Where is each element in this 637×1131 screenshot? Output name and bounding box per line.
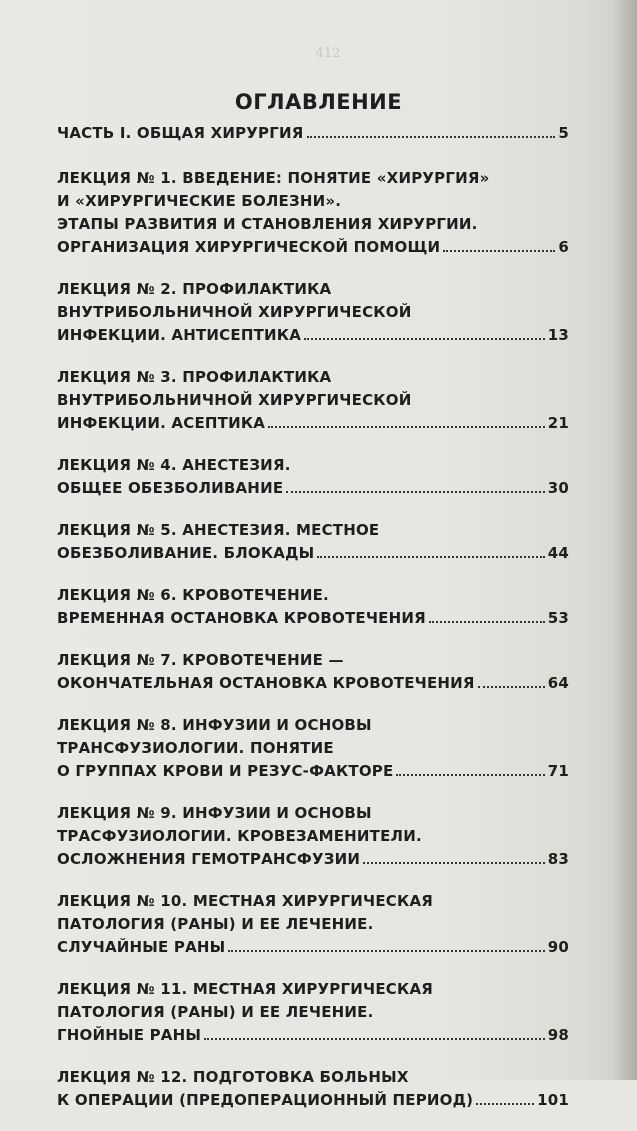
toc-entry-line	[57, 190, 569, 213]
toc-entry-line	[57, 714, 569, 737]
toc-entry-text: ВРЕМЕННАЯ ОСТАНОВКА КРОВОТЕЧЕНИЯ	[57, 609, 426, 627]
dot-leader	[304, 338, 545, 340]
toc-entry-text: ЛЕКЦИЯ № 5. АНЕСТЕЗИЯ. МЕСТНОЕ	[57, 521, 380, 539]
toc-entry-text: ОРГАНИЗАЦИЯ ХИРУРГИЧЕСКОЙ ПОМОЩИ	[57, 238, 441, 256]
toc-entry-text: ВНУТРИБОЛЬНИЧНОЙ ХИРУРГИЧЕСКОЙ	[57, 303, 412, 321]
toc-entry[interactable]	[57, 366, 569, 435]
dot-leader	[429, 621, 545, 623]
toc-entry-line	[57, 672, 569, 695]
toc-entry[interactable]	[57, 519, 569, 565]
toc-entry[interactable]	[57, 278, 569, 347]
toc-entry-text: ГНОЙНЫЕ РАНЫ	[57, 1026, 202, 1044]
toc-entry-text: ЛЕКЦИЯ № 6. КРОВОТЕЧЕНИЕ.	[57, 586, 329, 604]
toc-entry-text: ЛЕКЦИЯ № 12. ПОДГОТОВКА БОЛЬНЫХ	[57, 1068, 409, 1086]
toc-entry-text: ВНУТРИБОЛЬНИЧНОЙ ХИРУРГИЧЕСКОЙ	[57, 391, 412, 409]
toc-entry-line	[57, 389, 569, 412]
toc-entry-line	[57, 454, 569, 477]
toc-entry[interactable]	[57, 978, 569, 1047]
toc-entry-line	[57, 584, 569, 607]
toc-page-number: 71	[547, 762, 569, 780]
toc-page-number: 5	[558, 124, 569, 142]
toc-entry-text: ЛЕКЦИЯ № 8. ИНФУЗИИ И ОСНОВЫ	[57, 716, 372, 734]
toc-entry-line	[57, 477, 569, 500]
toc-entry-line	[57, 760, 569, 783]
dot-leader	[317, 556, 544, 558]
dot-leader	[478, 686, 545, 688]
toc-entry-line	[57, 542, 569, 565]
toc-entry-text: ОКОНЧАТЕЛЬНАЯ ОСТАНОВКА КРОВОТЕЧЕНИЯ	[57, 674, 475, 692]
toc-page-number: 6	[558, 238, 569, 256]
toc-page-number: 83	[547, 850, 569, 868]
toc-entry[interactable]	[57, 1066, 569, 1112]
toc-part-entry[interactable]	[57, 122, 569, 145]
toc-entry-text: ЛЕКЦИЯ № 2. ПРОФИЛАКТИКА	[57, 280, 332, 298]
toc-entry-text: СЛУЧАЙНЫЕ РАНЫ	[57, 938, 226, 956]
toc-entry-line	[57, 1024, 569, 1047]
toc-entry-line	[57, 825, 569, 848]
toc-entry[interactable]	[57, 167, 569, 259]
toc-entry-line	[57, 936, 569, 959]
toc-entry[interactable]	[57, 454, 569, 500]
toc-page-number: 44	[547, 544, 569, 562]
toc-entry-text: ЧАСТЬ I. ОБЩАЯ ХИРУРГИЯ	[57, 124, 304, 142]
toc-entry-line	[57, 978, 569, 1001]
toc-entry-line	[57, 366, 569, 389]
toc-entry-line	[57, 412, 569, 435]
toc-entry[interactable]	[57, 584, 569, 630]
toc-entry-line	[57, 913, 569, 936]
toc-page-number: 53	[547, 609, 569, 627]
toc-entry-line	[57, 122, 569, 145]
page-number: 412	[315, 46, 341, 61]
toc-entry-line	[57, 1089, 569, 1112]
toc-entry-line	[57, 236, 569, 259]
toc-entry-text: ОСЛОЖНЕНИЯ ГЕМОТРАНСФУЗИИ	[57, 850, 361, 868]
toc-entry-text: ЛЕКЦИЯ № 7. КРОВОТЕЧЕНИЕ —	[57, 651, 344, 669]
toc-page-number: 101	[537, 1091, 569, 1109]
toc-entry-line	[57, 278, 569, 301]
toc-entry-line	[57, 301, 569, 324]
toc-entry-text: ТРАНСФУЗИОЛОГИИ. ПОНЯТИЕ	[57, 739, 334, 757]
dot-leader	[228, 950, 544, 952]
toc-entry[interactable]	[57, 890, 569, 959]
table-of-contents	[57, 122, 569, 1131]
toc-entry-text: ОБЕЗБОЛИВАНИЕ. БЛОКАДЫ	[57, 544, 315, 562]
toc-entry-line	[57, 1001, 569, 1024]
toc-entry-text: К ОПЕРАЦИИ (ПРЕДОПЕРАЦИОННЫЙ ПЕРИОД)	[57, 1091, 474, 1109]
toc-entry-line	[57, 848, 569, 871]
toc-page-number: 30	[547, 479, 569, 497]
dot-leader	[268, 426, 545, 428]
toc-page-number: 21	[547, 414, 569, 432]
toc-entry-text: ОБЩЕЕ ОБЕЗБОЛИВАНИЕ	[57, 479, 284, 497]
toc-entry-line	[57, 802, 569, 825]
dot-leader	[363, 862, 545, 864]
toc-entry-line	[57, 890, 569, 913]
toc-entry-text: ИНФЕКЦИИ. АСЕПТИКА	[57, 414, 266, 432]
toc-entry-text: ТРАСФУЗИОЛОГИИ. КРОВЕЗАМЕНИТЕЛИ.	[57, 827, 422, 845]
dot-leader	[204, 1038, 545, 1040]
toc-page-number: 98	[547, 1026, 569, 1044]
toc-entry-text: ИНФЕКЦИИ. АНТИСЕПТИКА	[57, 326, 302, 344]
toc-entry-line	[57, 519, 569, 542]
toc-entry-text: ЛЕКЦИЯ № 1. ВВЕДЕНИЕ: ПОНЯТИЕ «ХИРУРГИЯ»	[57, 169, 490, 187]
toc-entry[interactable]	[57, 649, 569, 695]
toc-entry-text: ЛЕКЦИЯ № 3. ПРОФИЛАКТИКА	[57, 368, 332, 386]
toc-entry-line	[57, 737, 569, 760]
dot-leader	[286, 491, 544, 493]
toc-entry[interactable]	[57, 714, 569, 783]
dot-leader	[443, 250, 555, 252]
dot-leader	[476, 1103, 534, 1105]
toc-entry-text: И «ХИРУРГИЧЕСКИЕ БОЛЕЗНИ».	[57, 192, 342, 210]
toc-entry-line	[57, 1066, 569, 1089]
toc-entry-text: ЛЕКЦИЯ № 10. МЕСТНАЯ ХИРУРГИЧЕСКАЯ	[57, 892, 433, 910]
toc-entry-line	[57, 324, 569, 347]
toc-entry-text: ПАТОЛОГИЯ (РАНЫ) И ЕЕ ЛЕЧЕНИЕ.	[57, 915, 374, 933]
toc-entry[interactable]	[57, 802, 569, 871]
toc-entry-text: ЛЕКЦИЯ № 4. АНЕСТЕЗИЯ.	[57, 456, 291, 474]
toc-entry-text: ЛЕКЦИЯ № 9. ИНФУЗИИ И ОСНОВЫ	[57, 804, 372, 822]
toc-entry-text: О ГРУППАХ КРОВИ И РЕЗУС-ФАКТОРЕ	[57, 762, 394, 780]
dot-leader	[396, 774, 544, 776]
dot-leader	[307, 136, 556, 138]
toc-entry-text: ЭТАПЫ РАЗВИТИЯ И СТАНОВЛЕНИЯ ХИРУРГИИ.	[57, 215, 478, 233]
toc-entry-text: ЛЕКЦИЯ № 11. МЕСТНАЯ ХИРУРГИЧЕСКАЯ	[57, 980, 433, 998]
page-title: ОГЛАВЛЕНИЕ	[234, 90, 403, 114]
toc-entry-line	[57, 167, 569, 190]
toc-entry-line	[57, 213, 569, 236]
toc-page-number: 90	[547, 938, 569, 956]
toc-page-number: 13	[547, 326, 569, 344]
toc-page-number: 64	[547, 674, 569, 692]
toc-entry-line	[57, 649, 569, 672]
page-edge-shadow	[613, 0, 637, 1080]
toc-entry-text: ПАТОЛОГИЯ (РАНЫ) И ЕЕ ЛЕЧЕНИЕ.	[57, 1003, 374, 1021]
toc-entry-line	[57, 607, 569, 630]
